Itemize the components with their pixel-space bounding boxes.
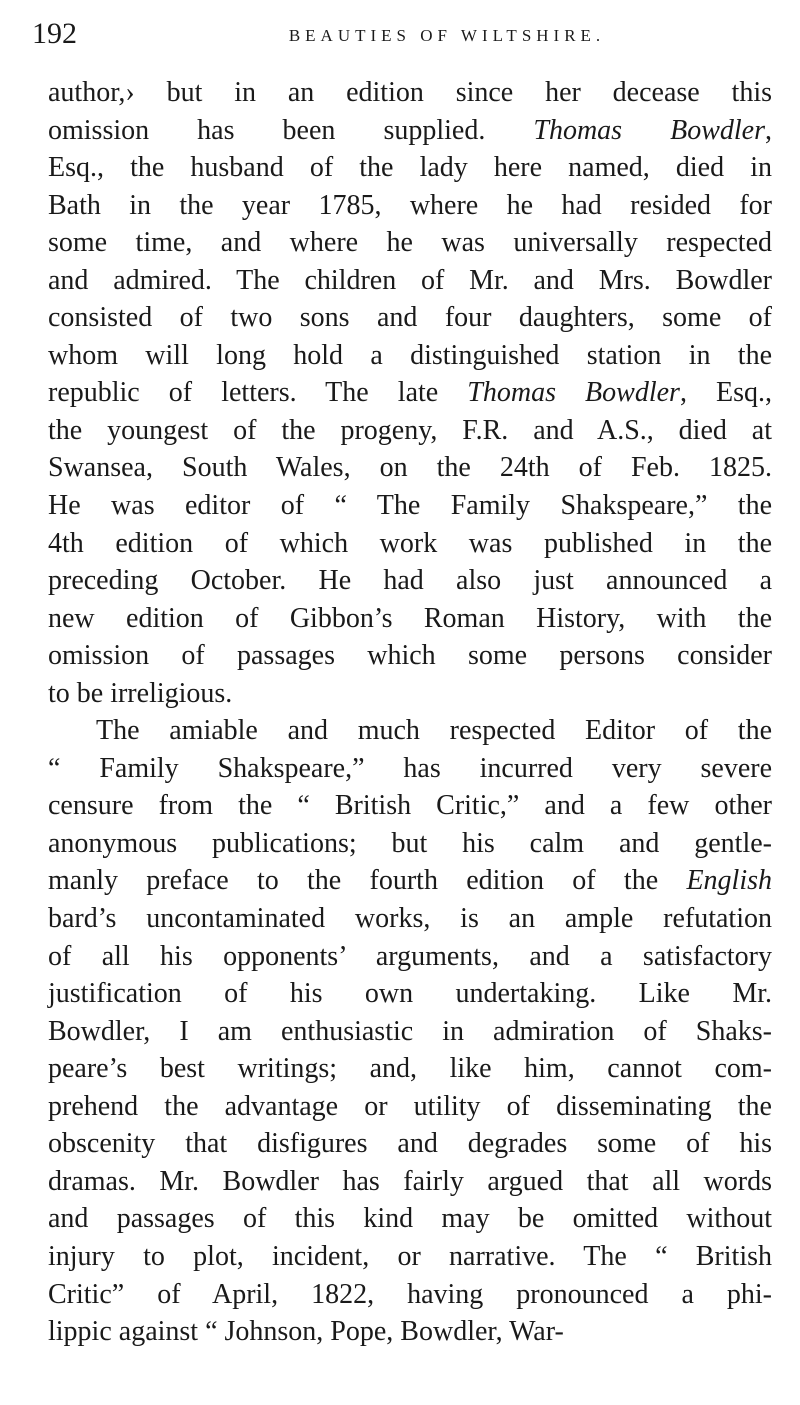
text-line: Esq., the husband of the lady here named, died in	[48, 152, 772, 184]
italic-phrase: English	[686, 865, 772, 897]
text-line: preceding October. He had also just announced a	[48, 565, 772, 597]
text-line: Bowdler, I am enthusiastic in admiration of Shaks-	[48, 1015, 772, 1047]
text-line: some time, and where he was universally respected	[48, 227, 772, 259]
text-line: the youngest of the progeny, F.R. and A.S., died at	[48, 414, 772, 446]
text-line: to be irreligious.	[48, 677, 233, 709]
body-text	[48, 74, 772, 1351]
text-line: He was editor of “ The Family Shakspeare,” the	[48, 490, 772, 522]
page-header	[32, 14, 772, 54]
text-line: Swansea, South Wales, on the 24th of Feb. 1825.	[48, 452, 772, 484]
text-line: of all his opponents’ arguments, and a satisfactory	[48, 940, 772, 972]
text-line: new edition of Gibbon’s Roman History, with the	[48, 602, 772, 634]
italic-phrase: Thomas Bowdler	[467, 377, 680, 409]
text-line: justification of his own undertaking. Like Mr.	[48, 978, 772, 1010]
text-line: consisted of two sons and four daughters, some of	[48, 302, 772, 334]
italic-phrase: Thomas Bowdler	[533, 114, 765, 146]
text-line: and admired. The children of Mr. and Mrs. Bowdler	[48, 264, 772, 296]
text-line: 4th edition of which work was published in the	[48, 527, 772, 559]
text-line: whom will long hold a distinguished station in the	[48, 339, 772, 371]
text-line: bard’s uncontaminated works, is an ample refutation	[48, 903, 772, 935]
text-line: and passages of this kind may be omitted without	[48, 1203, 772, 1235]
text-line: manly preface to the fourth edition of the English	[48, 865, 772, 897]
text-line: injury to plot, incident, or narrative. The “ British	[48, 1240, 772, 1272]
text-line: The amiable and much respected Editor of the	[96, 715, 772, 747]
page-number: 192	[32, 17, 77, 50]
text-line: peare’s best writings; and, like him, cannot com-	[48, 1053, 772, 1085]
text-line: lippic against “ Johnson, Pope, Bowdler, War-	[48, 1316, 564, 1348]
text-line: Critic” of April, 1822, having pronounced a phi-	[48, 1278, 772, 1310]
text-line: prehend the advantage or utility of disseminating the	[48, 1090, 772, 1122]
text-line: omission has been supplied. Thomas Bowdler,	[48, 114, 772, 146]
text-line: censure from the “ British Critic,” and a few other	[48, 790, 772, 822]
text-line: anonymous publications; but his calm and gentle-	[48, 827, 772, 859]
running-head: BEAUTIES OF WILTSHIRE.	[288, 26, 606, 45]
text-line: omission of passages which some persons consider	[48, 640, 772, 672]
text-line: republic of letters. The late Thomas Bowdler, Esq.,	[48, 377, 773, 409]
text-line: obscenity that disfigures and degrades some of his	[48, 1128, 772, 1160]
text-line: “ Family Shakspeare,” has incurred very severe	[48, 752, 772, 784]
text-line: author,› but in an edition since her decease this	[48, 77, 772, 108]
text-line: Bath in the year 1785, where he had resided for	[48, 189, 772, 221]
text-line: dramas. Mr. Bowdler has fairly argued that all words	[48, 1165, 772, 1197]
